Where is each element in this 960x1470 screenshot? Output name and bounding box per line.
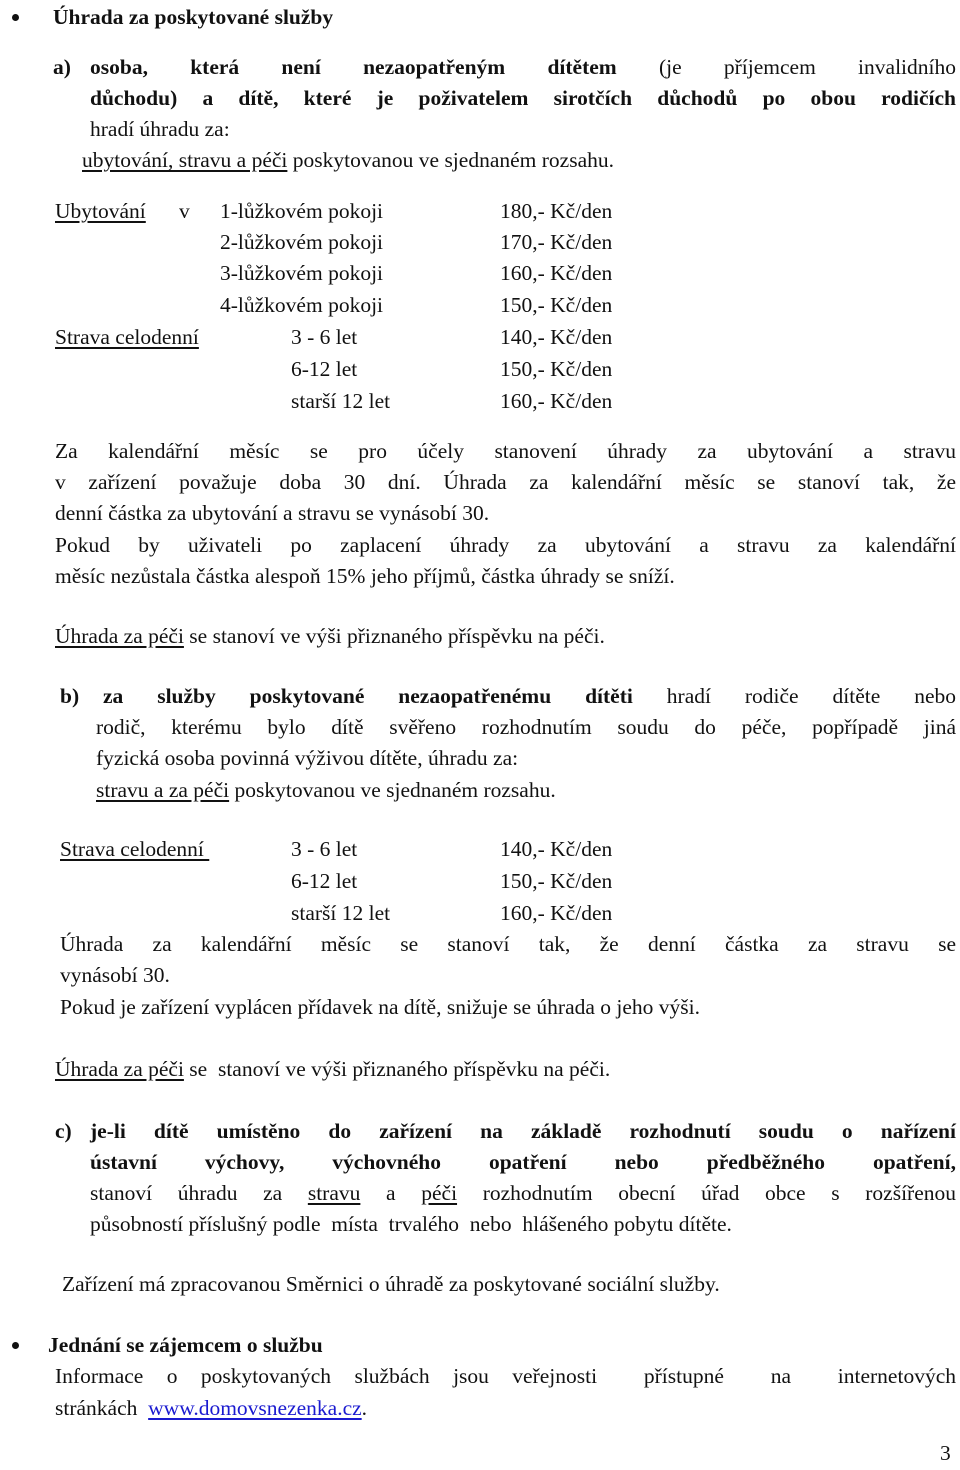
strava-b-price: 150,- Kč/den — [500, 869, 613, 893]
strava-price: 140,- Kč/den — [500, 325, 613, 349]
jednani-line2 — [55, 1398, 367, 1420]
item-b-marker: b) — [60, 684, 80, 708]
care2-underlined: Úhrada za péči — [55, 1057, 184, 1081]
room-label: 2-lůžkovém pokoji — [220, 230, 384, 254]
ubytovani-v: v — [179, 199, 190, 223]
room-label: 1-lůžkovém pokoji — [220, 199, 384, 223]
para2-line2: měsíc nezůstala částka alespoň 15% jeho příjmů, částka úhrady se sníží. — [55, 564, 675, 588]
website-link[interactable]: www.domovsnezenka.cz — [148, 1396, 362, 1420]
section-heading-uhrada: Úhrada za poskytované služby — [53, 5, 334, 29]
para2-line1: Pokud by uživateli po zaplacení úhrady za ubytování a stravu za kalendářní — [55, 533, 956, 557]
strava-b-age: 6-12 let — [291, 869, 358, 893]
item-b-line1 — [103, 686, 956, 708]
item-a-line4-underlined: ubytování, stravu a péči — [82, 148, 288, 172]
strava-age: 3 - 6 let — [291, 325, 358, 349]
strava-price: 150,- Kč/den — [500, 357, 613, 381]
item-c-peci: péči — [421, 1181, 458, 1205]
item-c-line3-c: rozhodnutím obecní úřad obce s rozšířenou — [457, 1181, 956, 1205]
para1-line2: v zařízení považuje doba 30 dní. Úhrada za kalendářní měsíc se stanoví tak, že — [55, 470, 956, 494]
item-a-bold1: osoba, která není nezaopatřeným dítětem — [90, 55, 617, 79]
ubytovani-label: Ubytování — [55, 199, 146, 223]
strava-price: 160,- Kč/den — [500, 389, 613, 413]
item-b-line2: rodič, kterému bylo dítě svěřeno rozhodnutím soudu do péče, popřípadě jiná — [96, 715, 956, 739]
strava-b-age: starší 12 let — [291, 901, 391, 925]
strava-label: Strava celodenní — [55, 325, 199, 349]
room-price: 150,- Kč/den — [500, 293, 613, 317]
strava-age: starší 12 let — [291, 389, 391, 413]
care2-rest: se stanoví ve výši přiznaného příspěvku na péči. — [183, 1057, 611, 1081]
care-underlined: Úhrada za péči — [55, 624, 184, 648]
room-price: 160,- Kč/den — [500, 261, 613, 285]
para1-line1: Za kalendářní měsíc se pro účely stanovení úhrady za ubytování a stravu — [55, 439, 956, 463]
jednani-line2-b: . — [361, 1396, 368, 1420]
care-rest: se stanoví ve výši přiznaného příspěvku na péči. — [183, 624, 605, 648]
item-a-marker: a) — [53, 55, 71, 79]
strava-b-price: 160,- Kč/den — [500, 901, 613, 925]
room-label: 4-lůžkovém pokoji — [220, 293, 384, 317]
item-c-line3-b: a — [360, 1181, 422, 1205]
care-line — [55, 626, 605, 648]
item-b-line3: fyzická osoba povinná výživou dítěte, úhradu za: — [96, 746, 519, 770]
item-a-normal1: (je příjemcem invalidního — [658, 55, 956, 79]
strava-b-age: 3 - 6 let — [291, 837, 358, 861]
item-b-line4 — [96, 780, 556, 802]
item-a-line4 — [82, 150, 614, 172]
item-a-line2: důchodu) a dítě, které je poživatelem sirotčích důchodů po obou rodičích — [90, 86, 956, 110]
item-b-bold1: za služby poskytované nezaopatřenému dítěti — [103, 684, 633, 708]
section-heading-jednani: Jednání se zájemcem o službu — [48, 1333, 323, 1357]
para4: Pokud je zařízení vyplácen přídavek na dítě, snižuje se úhrada o jeho výši. — [60, 995, 701, 1019]
item-a-line1 — [90, 57, 956, 79]
item-b-normal1: hradí rodiče dítěte nebo — [666, 684, 956, 708]
item-c-line3-a: stanoví úhradu za — [90, 1181, 308, 1205]
item-b-line4-rest: poskytovanou ve sjednaném rozsahu. — [229, 778, 556, 802]
care2-line — [55, 1059, 610, 1081]
item-c-line2: ústavní výchovy, výchovného opatření nebo předběžného opatření, — [90, 1150, 956, 1174]
item-a-line3: hradí úhradu za: — [90, 117, 230, 141]
strava-b-price: 140,- Kč/den — [500, 837, 613, 861]
item-c-line4: působností příslušný podle místa trvalého nebo hlášeného pobytu dítěte. — [90, 1212, 732, 1236]
page-number: 3 — [940, 1441, 951, 1465]
item-c-stravu: stravu — [307, 1181, 361, 1205]
room-label: 3-lůžkovém pokoji — [220, 261, 384, 285]
para3-line2: vynásobí 30. — [60, 963, 170, 987]
room-price: 170,- Kč/den — [500, 230, 613, 254]
item-b-line4-underlined: stravu a za péči — [96, 778, 230, 802]
smernice-line: Zařízení má zpracovanou Směrnici o úhradě za poskytované sociální služby. — [62, 1272, 720, 1296]
bullet-icon — [12, 1342, 19, 1349]
item-a-line4-rest: poskytovanou ve sjednaném rozsahu. — [287, 148, 614, 172]
strava-age: 6-12 let — [291, 357, 358, 381]
item-c-line1: je-li dítě umístěno do zařízení na základě rozhodnutí soudu o nařízení — [90, 1119, 956, 1143]
jednani-line2-a: stránkách — [55, 1396, 149, 1420]
jednani-line1: Informace o poskytovaných službách jsou veřejnosti přístupné na internetových — [55, 1364, 956, 1388]
room-price: 180,- Kč/den — [500, 199, 613, 223]
strava-b-label: Strava celodenní — [60, 837, 210, 861]
para3-line1: Úhrada za kalendářní měsíc se stanoví tak, že denní částka za stravu se — [60, 932, 956, 956]
item-c-marker: c) — [55, 1119, 72, 1143]
bullet-icon — [12, 14, 19, 21]
item-c-line3 — [90, 1183, 956, 1205]
para1-line3: denní částka za ubytování a stravu se vynásobí 30. — [55, 501, 490, 525]
